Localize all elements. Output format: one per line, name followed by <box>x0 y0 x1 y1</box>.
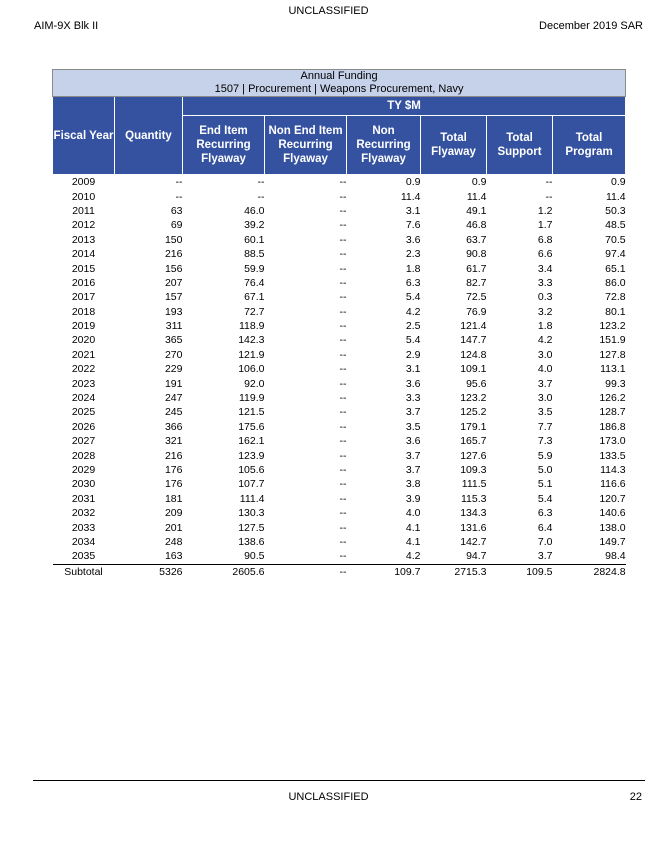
cell-total-program: 114.3 <box>600 464 626 476</box>
subtotal-non-recurring: 109.7 <box>347 564 421 579</box>
cell-total-flyaway: 109.1 <box>460 363 487 376</box>
cell-total-flyaway: 165.7 <box>460 435 487 448</box>
cell-total-support: 4.2 <box>537 334 553 347</box>
col-header-end-item: End Item Recurring Flyaway <box>183 116 265 175</box>
cell-total-program: 113.1 <box>600 363 626 376</box>
cell-fiscal-year: 2031 <box>71 492 96 505</box>
cell-fiscal-year: 2018 <box>71 305 96 318</box>
cell-total-support: 3.2 <box>537 305 553 318</box>
cell-non-recurring: 4.1 <box>405 535 421 548</box>
cell-fiscal-year: 2033 <box>71 521 96 534</box>
cell-non-end-item: -- <box>339 449 347 462</box>
cell-fiscal-year: 2030 <box>71 478 96 491</box>
col-header-quantity: Quantity <box>115 97 183 175</box>
cell-quantity: 245 <box>164 406 183 419</box>
cell-fiscal-year: 2020 <box>71 334 96 347</box>
table-row <box>53 535 626 549</box>
subtotal-total-support: 109.5 <box>487 564 553 579</box>
cell-quantity: 216 <box>164 248 183 261</box>
cell-quantity: -- <box>175 176 183 189</box>
cell-end-item: 105.6 <box>238 464 265 476</box>
cell-non-end-item: -- <box>339 276 347 289</box>
cell-non-end-item: -- <box>339 435 347 448</box>
cell-non-end-item: -- <box>339 464 347 476</box>
cell-fiscal-year: 2010 <box>71 190 96 203</box>
subtotal-non-end-item: -- <box>265 564 347 579</box>
cell-total-support: 1.2 <box>537 204 553 217</box>
cell-fiscal-year: 2019 <box>71 320 96 333</box>
cell-total-program: 123.2 <box>599 320 626 333</box>
cell-total-program: 128.7 <box>599 406 626 419</box>
cell-quantity: 229 <box>164 363 183 376</box>
cell-fiscal-year: 2011 <box>72 204 95 217</box>
cell-total-flyaway: 124.8 <box>460 348 487 361</box>
cell-non-end-item: -- <box>339 550 347 563</box>
cell-total-flyaway: 109.3 <box>460 464 487 476</box>
subtotal-fiscal-year: Subtotal <box>53 564 115 579</box>
cell-end-item: 111.4 <box>239 492 265 505</box>
cell-total-support: -- <box>545 176 553 189</box>
cell-end-item: 92.0 <box>244 377 265 390</box>
cell-quantity: 209 <box>164 507 183 520</box>
top-classification-marking: UNCLASSIFIED <box>288 5 369 17</box>
table-row <box>53 175 626 190</box>
cell-total-program: 186.8 <box>599 420 626 433</box>
cell-non-recurring: 3.9 <box>405 492 421 505</box>
table-subtitle: 1507 | Procurement | Weapons Procurement, Navy <box>214 83 464 95</box>
cell-total-flyaway: 123.2 <box>460 392 487 405</box>
cell-non-recurring: 4.2 <box>405 305 421 318</box>
cell-non-recurring: 5.4 <box>405 334 421 347</box>
col-header-fiscal-year: Fiscal Year <box>53 97 115 175</box>
cell-total-flyaway: 179.1 <box>460 420 487 433</box>
cell-total-program: 65.1 <box>605 262 626 275</box>
cell-total-flyaway: 72.5 <box>466 291 487 304</box>
cell-quantity: 157 <box>164 291 183 304</box>
cell-end-item: 106.0 <box>238 363 265 376</box>
subtotal-quantity: 5326 <box>115 564 183 579</box>
cell-total-flyaway: 11.4 <box>466 190 487 203</box>
cell-non-end-item: -- <box>339 190 347 203</box>
cell-non-end-item: -- <box>339 392 347 405</box>
units-header: TY $M <box>183 97 626 116</box>
cell-fiscal-year: 2025 <box>71 406 96 419</box>
cell-end-item: -- <box>257 176 265 189</box>
cell-non-end-item: -- <box>339 377 347 390</box>
cell-total-support: 0.3 <box>537 291 553 304</box>
cell-quantity: 248 <box>164 535 183 548</box>
cell-end-item: 130.3 <box>238 507 265 520</box>
cell-fiscal-year: 2012 <box>71 219 96 232</box>
cell-non-recurring: 2.3 <box>405 248 421 261</box>
cell-total-support: 7.0 <box>537 535 553 548</box>
subtotal-end-item: 2605.6 <box>183 564 265 579</box>
cell-quantity: 181 <box>164 492 183 505</box>
cell-quantity: 63 <box>170 204 183 217</box>
cell-quantity: 69 <box>170 219 183 232</box>
cell-total-support: 6.3 <box>537 507 553 520</box>
cell-quantity: 365 <box>164 334 183 347</box>
cell-fiscal-year: 2016 <box>71 276 96 289</box>
cell-total-flyaway: 90.8 <box>466 248 487 261</box>
cell-non-end-item: -- <box>339 492 347 505</box>
cell-end-item: 60.1 <box>244 233 265 246</box>
cell-total-flyaway: 82.7 <box>466 276 487 289</box>
cell-non-recurring: 3.7 <box>405 449 421 462</box>
cell-quantity: 163 <box>164 550 183 563</box>
cell-fiscal-year: 2017 <box>71 291 96 304</box>
cell-non-recurring: 3.6 <box>405 435 421 448</box>
cell-end-item: 175.6 <box>238 420 265 433</box>
cell-end-item: 107.7 <box>238 478 265 491</box>
cell-quantity: 216 <box>164 449 183 462</box>
col-header-non-recurring: Non Recurring Flyaway <box>347 116 421 175</box>
cell-non-end-item: -- <box>339 233 347 246</box>
cell-total-support: 6.8 <box>537 233 553 246</box>
cell-fiscal-year: 2028 <box>71 449 96 462</box>
cell-end-item: 39.2 <box>244 219 265 232</box>
cell-total-support: 4.0 <box>537 363 553 376</box>
table-row <box>53 233 626 247</box>
cell-non-end-item: -- <box>339 478 347 491</box>
cell-non-recurring: 3.5 <box>405 420 421 433</box>
cell-total-support: 3.0 <box>537 392 553 405</box>
cell-end-item: 72.7 <box>244 305 265 318</box>
cell-total-support: 7.7 <box>537 420 553 433</box>
table-row <box>53 290 626 304</box>
cell-quantity: -- <box>175 190 183 203</box>
cell-total-support: 3.5 <box>537 406 553 419</box>
cell-non-recurring: 3.1 <box>405 363 421 376</box>
cell-end-item: -- <box>257 190 265 203</box>
cell-non-end-item: -- <box>339 406 347 419</box>
cell-total-support: 3.0 <box>537 348 553 361</box>
cell-fiscal-year: 2015 <box>71 262 96 275</box>
cell-end-item: 67.1 <box>244 291 265 304</box>
table-title-band <box>53 70 626 97</box>
cell-end-item: 121.5 <box>238 406 265 419</box>
cell-end-item: 119.9 <box>239 392 265 405</box>
col-header-total-program: Total Program <box>553 116 626 175</box>
cell-fiscal-year: 2013 <box>71 233 96 246</box>
cell-non-recurring: 3.7 <box>405 406 421 419</box>
cell-non-end-item: -- <box>339 420 347 433</box>
cell-end-item: 121.9 <box>238 348 265 361</box>
cell-quantity: 191 <box>164 377 183 390</box>
cell-end-item: 59.9 <box>244 262 265 275</box>
cell-total-flyaway: 0.9 <box>471 176 487 189</box>
cell-quantity: 311 <box>165 320 183 333</box>
cell-non-end-item: -- <box>339 320 347 333</box>
cell-quantity: 201 <box>164 521 183 534</box>
table-row <box>53 520 626 534</box>
table-row <box>53 420 626 434</box>
cell-non-end-item: -- <box>339 535 347 548</box>
cell-end-item: 127.5 <box>238 521 265 534</box>
cell-non-recurring: 3.6 <box>405 233 421 246</box>
col-header-total-flyaway: Total Flyaway <box>421 116 487 175</box>
cell-end-item: 88.5 <box>244 248 265 261</box>
cell-total-flyaway: 111.5 <box>461 478 487 491</box>
cell-fiscal-year: 2035 <box>71 550 96 563</box>
table-row <box>53 376 626 390</box>
cell-non-recurring: 11.4 <box>400 190 421 203</box>
cell-total-support: 3.3 <box>537 276 553 289</box>
subtotal-total-flyaway: 2715.3 <box>421 564 487 579</box>
cell-total-program: 98.4 <box>605 550 626 563</box>
table-row <box>53 247 626 261</box>
col-header-total-support: Total Support <box>487 116 553 175</box>
cell-total-support: 1.7 <box>537 219 553 232</box>
cell-total-support: 3.7 <box>537 550 553 563</box>
cell-non-end-item: -- <box>339 291 347 304</box>
cell-total-program: 70.5 <box>605 233 626 246</box>
page-number: 22 <box>629 791 642 803</box>
cell-total-support: 1.8 <box>537 320 553 333</box>
cell-total-program: 99.3 <box>605 377 626 390</box>
program-name: AIM-9X Blk II <box>34 20 99 32</box>
cell-non-end-item: -- <box>339 204 347 217</box>
cell-total-support: 5.9 <box>537 449 553 462</box>
cell-total-support: 5.0 <box>537 464 553 476</box>
cell-non-end-item: -- <box>339 507 347 520</box>
cell-total-program: 133.5 <box>599 449 626 462</box>
cell-total-program: 151.9 <box>599 334 626 347</box>
cell-non-recurring: 7.6 <box>405 219 421 232</box>
cell-non-recurring: 3.1 <box>405 204 421 217</box>
subtotal-total-program: 2824.8 <box>553 564 626 579</box>
bottom-classification-marking: UNCLASSIFIED <box>288 791 369 803</box>
cell-total-support: 5.4 <box>537 492 553 505</box>
cell-quantity: 207 <box>164 276 183 289</box>
cell-quantity: 193 <box>164 305 183 318</box>
cell-fiscal-year: 2032 <box>71 507 96 520</box>
cell-end-item: 90.5 <box>244 550 265 563</box>
cell-total-support: -- <box>545 190 553 203</box>
cell-total-program: 127.8 <box>599 348 626 361</box>
cell-non-recurring: 0.9 <box>405 176 421 189</box>
cell-quantity: 176 <box>164 464 183 476</box>
table-title: Annual Funding <box>300 70 378 82</box>
cell-total-program: 116.6 <box>600 478 626 491</box>
table-row <box>53 391 626 405</box>
cell-end-item: 142.3 <box>238 334 265 347</box>
cell-non-end-item: -- <box>339 219 347 232</box>
cell-fiscal-year: 2022 <box>71 363 96 376</box>
cell-fiscal-year: 2029 <box>71 464 96 476</box>
cell-total-flyaway: 61.7 <box>466 262 487 275</box>
table-row <box>53 218 626 232</box>
cell-total-program: 50.3 <box>605 204 626 217</box>
cell-non-end-item: -- <box>339 521 347 534</box>
cell-total-program: 48.5 <box>605 219 626 232</box>
cell-total-program: 120.7 <box>599 492 626 505</box>
cell-non-end-item: -- <box>339 262 347 275</box>
cell-fiscal-year: 2024 <box>71 392 96 405</box>
cell-non-recurring: 3.3 <box>405 392 421 405</box>
cell-quantity: 366 <box>164 420 183 433</box>
col-header-non-end-item: Non End Item Recurring Flyaway <box>265 116 347 175</box>
cell-non-end-item: -- <box>339 348 347 361</box>
cell-total-flyaway: 49.1 <box>466 204 487 217</box>
cell-fiscal-year: 2014 <box>71 248 96 261</box>
cell-non-recurring: 3.7 <box>405 464 421 476</box>
cell-non-end-item: -- <box>339 363 347 376</box>
cell-fiscal-year: 2026 <box>71 420 96 433</box>
cell-end-item: 46.0 <box>244 204 265 217</box>
cell-total-flyaway: 121.4 <box>460 320 487 333</box>
cell-total-program: 97.4 <box>605 248 626 261</box>
cell-non-recurring: 5.4 <box>405 291 421 304</box>
cell-end-item: 76.4 <box>244 276 265 289</box>
cell-non-recurring: 2.9 <box>405 348 421 361</box>
table-row <box>53 463 626 477</box>
report-name: December 2019 SAR <box>539 20 643 32</box>
table-row <box>53 506 626 520</box>
cell-quantity: 247 <box>164 392 183 405</box>
cell-non-recurring: 2.5 <box>405 320 421 333</box>
cell-total-flyaway: 63.7 <box>466 233 487 246</box>
cell-total-flyaway: 46.8 <box>466 219 487 232</box>
cell-total-program: 80.1 <box>605 305 626 318</box>
cell-total-flyaway: 147.7 <box>460 334 487 347</box>
cell-non-recurring: 3.8 <box>405 478 421 491</box>
cell-non-end-item: -- <box>339 248 347 261</box>
cell-total-flyaway: 94.7 <box>466 550 487 563</box>
cell-total-program: 140.6 <box>599 507 626 520</box>
cell-total-flyaway: 127.6 <box>460 449 487 462</box>
cell-total-support: 5.1 <box>537 478 553 491</box>
cell-total-flyaway: 131.6 <box>460 521 487 534</box>
cell-quantity: 156 <box>164 262 183 275</box>
cell-total-flyaway: 142.7 <box>460 535 487 548</box>
cell-total-flyaway: 95.6 <box>466 377 487 390</box>
cell-end-item: 118.9 <box>239 320 265 333</box>
cell-quantity: 150 <box>164 233 183 246</box>
table-row <box>53 348 626 362</box>
table-row <box>53 189 626 203</box>
cell-end-item: 123.9 <box>238 449 265 462</box>
cell-fiscal-year: 2027 <box>71 435 96 448</box>
cell-total-program: 0.9 <box>611 176 626 189</box>
cell-total-support: 6.6 <box>537 248 553 261</box>
cell-total-flyaway: 134.3 <box>460 507 487 520</box>
table-body <box>53 175 626 579</box>
cell-total-flyaway: 125.2 <box>460 406 487 419</box>
table-row <box>53 549 626 564</box>
cell-fiscal-year: 2009 <box>71 176 96 189</box>
cell-non-recurring: 1.8 <box>405 262 421 275</box>
cell-non-end-item: -- <box>339 305 347 318</box>
cell-quantity: 270 <box>164 348 183 361</box>
cell-quantity: 176 <box>164 478 183 491</box>
table-row <box>53 276 626 290</box>
cell-total-support: 6.4 <box>537 521 553 534</box>
cell-total-program: 72.8 <box>605 291 626 304</box>
cell-fiscal-year: 2023 <box>71 377 96 390</box>
cell-non-recurring: 4.2 <box>405 550 421 563</box>
cell-end-item: 138.6 <box>238 535 265 548</box>
table-row <box>53 492 626 506</box>
cell-fiscal-year: 2021 <box>71 348 96 361</box>
table-row <box>53 305 626 319</box>
cell-total-program: 126.2 <box>599 392 626 405</box>
table-row <box>53 448 626 462</box>
cell-quantity: 321 <box>164 435 183 448</box>
cell-total-program: 173.0 <box>599 435 626 448</box>
cell-total-program: 86.0 <box>605 276 626 289</box>
cell-total-flyaway: 115.3 <box>461 492 487 505</box>
cell-fiscal-year: 2034 <box>71 535 96 548</box>
annual-funding-table <box>52 69 626 579</box>
cell-total-program: 11.4 <box>605 190 626 203</box>
cell-non-end-item: -- <box>339 334 347 347</box>
cell-end-item: 162.1 <box>238 435 265 448</box>
cell-total-flyaway: 76.9 <box>466 305 487 318</box>
cell-non-recurring: 3.6 <box>405 377 421 390</box>
cell-total-support: 3.4 <box>537 262 553 275</box>
table-row <box>53 333 626 347</box>
table-row <box>53 204 626 218</box>
table-row <box>53 261 626 275</box>
cell-total-support: 3.7 <box>537 377 553 390</box>
cell-non-recurring: 4.0 <box>405 507 421 520</box>
cell-total-support: 7.3 <box>537 435 553 448</box>
cell-total-program: 149.7 <box>599 535 626 548</box>
table-row <box>53 319 626 333</box>
table-row <box>53 477 626 491</box>
cell-non-end-item: -- <box>339 176 347 189</box>
table-row <box>53 434 626 448</box>
cell-non-recurring: 4.1 <box>405 521 421 534</box>
table-row <box>53 405 626 419</box>
footer-divider <box>33 780 645 781</box>
cell-total-program: 138.0 <box>599 521 626 534</box>
cell-non-recurring: 6.3 <box>405 276 421 289</box>
table-row <box>53 362 626 376</box>
subtotal-row <box>53 564 626 579</box>
